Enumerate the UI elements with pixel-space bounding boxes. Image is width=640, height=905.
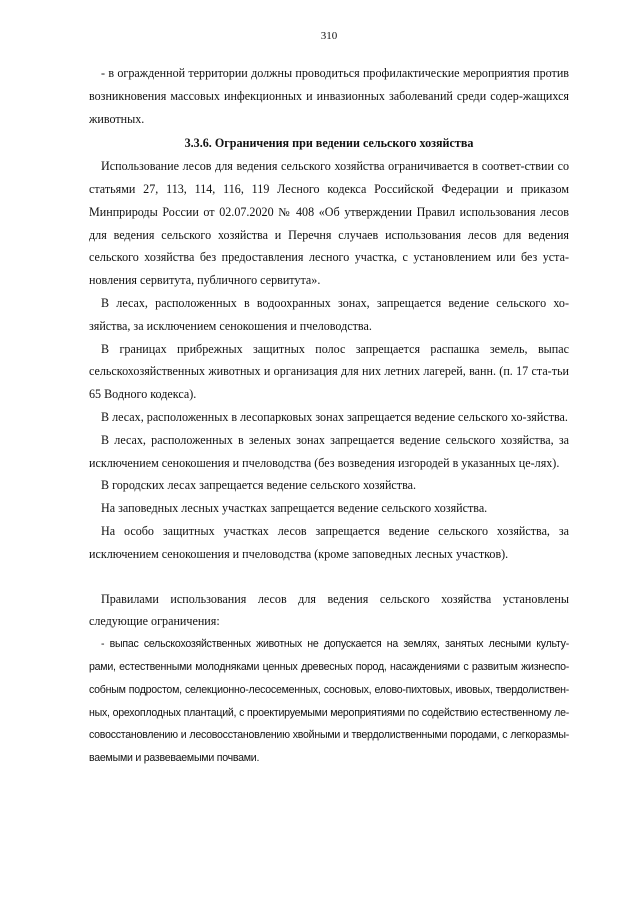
paragraph-main-2: В лесах, расположенных в водоохранных зонах, запрещается ведение сельского хо-зяйства, за исключением сенокошения и пчеловодства.: [89, 295, 569, 333]
paragraph-grazing-restriction: - выпас сельскохозяйственных животных не допускается на землях, занятых лесными культу-рами, естественными молодняками ценных древесных пород, насаждениями с развитым жизнеспо-собным подростом, селекционно-лесосеменных, сосновых, елово-пихтовых, ивовых, твердолиствен-ных, орехоплодных плантаций, с проектируемыми мероприятиями по содействию естественному ле-совосстановлению и лесовосстановлению хвойными и твердолиственными породами, с легкоразмы-ваемыми и развеваемыми почвами.: [89, 638, 569, 765]
page-number: 310: [320, 30, 338, 42]
section-heading: 3.3.6. Ограничения при ведении сельского хозяйства: [184, 136, 474, 151]
paragraph-main-1: Использование лесов для ведения сельского хозяйства ограничивается в соответ-ствии со статьями 27, 113, 114, 116, 119 Лесного кодекса Российской Федерации и приказом Минприроды России от 02.07.2020 № 408 «Об утверждении Правил использования лесов для ведения сельского хозяйства и Перечня случаев использования лесов для ведения сельского хозяйства без предоставления лесного участка, с установлением или без уста-новления сервитута, публичного сервитута».: [89, 159, 569, 288]
paragraph-main-8: На особо защитных участках лесов запрещается ведение сельского хозяйства, за исключением сенокошения и пчеловодства (кроме заповедных лесных участков).: [89, 523, 569, 561]
paragraph-main-7: На заповедных лесных участках запрещается ведение сельского хозяйства.: [101, 501, 488, 516]
paragraph-gap: [89, 566, 569, 588]
paragraph-top-1: - в огражденной территории должны проводиться профилактические мероприятия против возникновения массовых инфекционных и инвазионных заболеваний среди содер-жащихся животных.: [89, 66, 569, 126]
paragraph-main-5: В лесах, расположенных в зеленых зонах запрещается ведение сельского хозяйства, за исключением сенокошения и пчеловодства (без возведения изгородей в указанных це-лях).: [89, 432, 569, 470]
paragraph-main-3: В границах прибрежных защитных полос запрещается распашка земель, выпас сельскохозяйственных животных и организация для них летних лагерей, ванн. (п. 17 ста-тьи 65 Водного кодекса).: [89, 341, 569, 402]
paragraph-main-6: В городских лесах запрещается ведение сельского хозяйства.: [101, 478, 417, 493]
paragraph-rules-intro: Правилами использования лесов для ведения сельского хозяйства установлены следующие ограничения:: [89, 591, 569, 629]
paragraph-main-4: В лесах, расположенных в лесопарковых зонах запрещается ведение сельского хо-зяйства.: [101, 409, 568, 424]
